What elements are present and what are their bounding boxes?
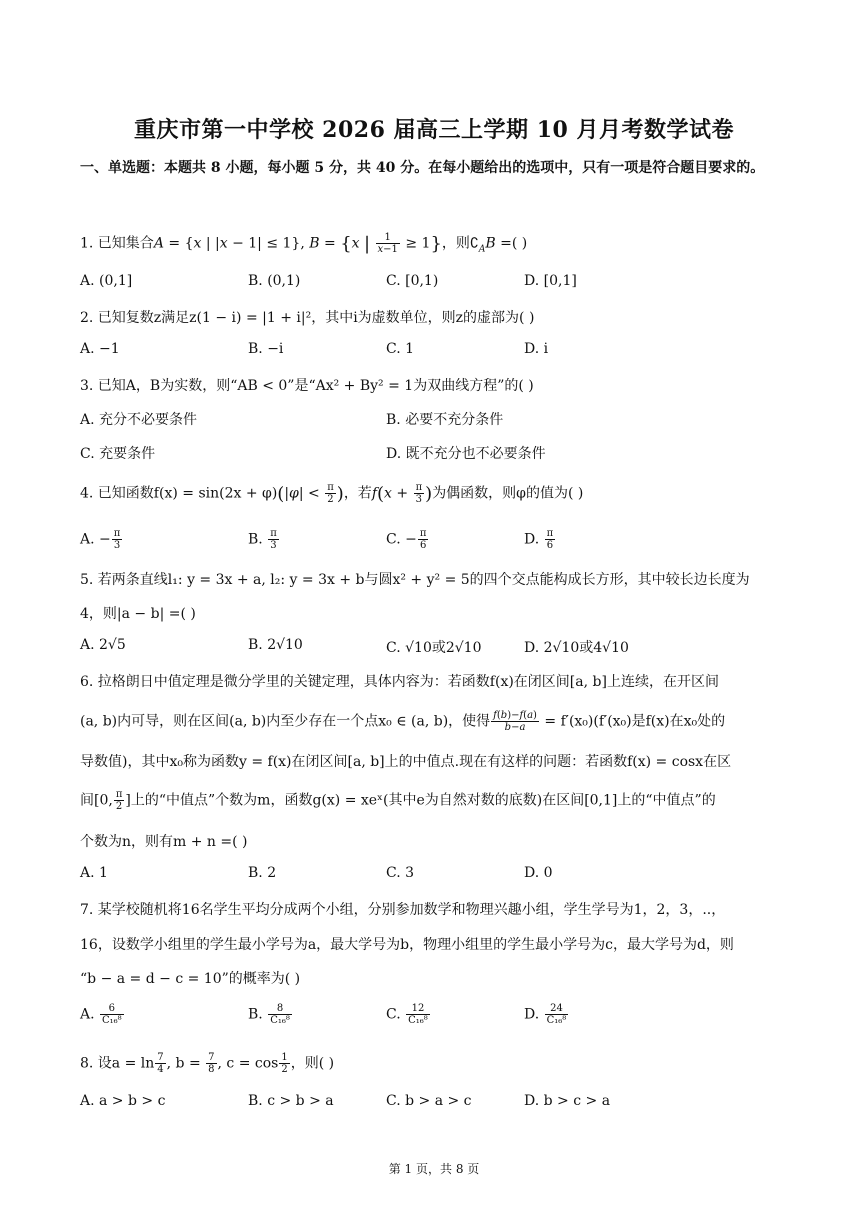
option-b[interactable]: B. 2√10	[248, 637, 303, 653]
question-7-line-3: “b − a = d − c = 10”的概率为( )	[80, 971, 301, 987]
option-c[interactable]: C. − $\frac{\pi}{6}$	[386, 528, 427, 551]
page-footer: 第 1 页，共 8 页	[388, 1162, 480, 1176]
question-6-line-1: 6. 拉格朗日中值定理是微分学里的关键定理，具体内容为：若函数f(x)在闭区间[a, b]上连续，在开区间	[80, 674, 719, 690]
option-b[interactable]: B. $\frac{\pi}{3}$	[248, 528, 277, 551]
question-1-options	[80, 273, 792, 295]
question-7-line-1: 7. 某学校随机将16名学生平均分成两个小组，分别参加数学和物理兴趣小组，学生学号为1，2，3，..，	[80, 902, 726, 918]
option-a[interactable]: A. 1	[80, 865, 108, 881]
option-d[interactable]: D. 0	[524, 865, 553, 881]
option-b[interactable]: B. $\frac{8}{\text{C₁₆⁸}}$	[248, 1003, 290, 1026]
option-a[interactable]: A. − $\frac{\pi}{3}$	[80, 528, 121, 551]
question-7-line-2: 16，设数学小组里的学生最小学号为a，最大学号为b，物理小组里的学生最小学号为c，最大学号为d，则	[80, 937, 734, 953]
page-title: 重庆市第一中学校 2026 届高三上学期 10 月月考数学试卷	[134, 117, 734, 143]
option-a[interactable]: A. (0,1]	[80, 273, 133, 289]
question-6-options	[80, 865, 792, 887]
option-a[interactable]: A. −1	[80, 341, 120, 357]
option-b[interactable]: B. c > b > a	[248, 1093, 334, 1109]
option-b[interactable]: B. (0,1)	[248, 273, 301, 289]
question-8-options	[80, 1093, 792, 1115]
option-d[interactable]: D. 2√10或4√10	[524, 640, 629, 656]
option-a[interactable]: A. 充分不必要条件	[80, 412, 198, 428]
option-b[interactable]: B. 2	[248, 865, 277, 881]
question-5-line-1: 5. 若两条直线l₁: y = 3x + a, l₂: y = 3x + b与圆x² + y² = 5的四个交点能构成长方形，其中较长边长度为	[80, 572, 750, 588]
option-d[interactable]: D. 既不充分也不必要条件	[386, 446, 546, 462]
question-6-line-5: 个数为n，则有m + n =( )	[80, 834, 248, 850]
option-c[interactable]: C. $\frac{12}{\text{C₁₆⁸}}$	[386, 1003, 428, 1026]
option-d[interactable]: D. $\frac{\pi}{6}$	[524, 528, 554, 551]
option-c[interactable]: C. 3	[386, 865, 415, 881]
question-2-options	[80, 341, 792, 363]
option-a[interactable]: A. a > b > c	[80, 1093, 166, 1109]
option-d[interactable]: D. [0,1]	[524, 273, 577, 289]
option-d[interactable]: D. i	[524, 341, 549, 357]
option-c[interactable]: C. [0,1)	[386, 273, 439, 289]
question-4: 4. 已知函数f(x) = sin(2x + φ)(|φ| < $\frac{\pi}{2}$ )，若f(x + $\frac{\pi}{3}$ )为偶函数，则φ的值为( )	[80, 482, 584, 505]
option-b[interactable]: B. 必要不充分条件	[386, 412, 504, 428]
option-b[interactable]: B. −i	[248, 341, 284, 357]
question-6-line-4: 间[0, $\frac{\pi}{2}$ ]上的“中值点”个数为m，函数g(x) = xeˣ(其中e为自然对数的底数)在区间[0,1]上的“中值点”的	[80, 789, 716, 812]
option-c[interactable]: C. b > a > c	[386, 1093, 472, 1109]
option-c[interactable]: C. 1	[386, 341, 415, 357]
question-5-line-2: 4，则|a − b| =( )	[80, 606, 196, 622]
question-6-line-3: 导数值)，其中x₀称为函数y = f(x)在闭区间[a, b]上的中值点.现在有这样的问题：若函数f(x) = cosx在区	[80, 754, 732, 770]
question-5-options	[80, 637, 792, 659]
question-4-options	[80, 528, 792, 550]
question-3: 3. 已知A，B为实数，则“AB < 0”是“Ax² + By² = 1为双曲线方程”的( )	[80, 378, 534, 394]
option-d[interactable]: D. b > c > a	[524, 1093, 611, 1109]
question-8: 8. 设a = ln $\frac{7}{4}$ , b = $\frac{7}{8}$ , c = cos $\frac{1}{2}$ ，则( )	[80, 1052, 335, 1075]
question-3-options-row1	[80, 409, 792, 431]
option-c[interactable]: C. √10或2√10	[386, 640, 482, 656]
question-6-line-2: (a, b)内可导，则在区间(a, b)内至少存在一个点x₀ ∈ (a, b)，使得 $\frac{f(b)-f(a)}{b-a}$ = f′(x₀)(f′(x₀)是f(x)在x₀处的	[80, 710, 726, 733]
question-3-options-row2	[80, 443, 792, 465]
section-heading: 一、单选题：本题共 8 小题，每小题 5 分，共 40 分。在每小题给出的选项中，只有一项是符合题目要求的。	[80, 160, 765, 176]
question-7-options	[80, 1003, 792, 1033]
option-d[interactable]: D. $\frac{24}{\text{C₁₆⁸}}$	[524, 1003, 567, 1026]
question-1: 1. 已知集合A = {x | |x − 1| ≤ 1}, B = {x | $\frac{1}{x-1}$ ≥ 1}，则$∁_AB$ =( )	[80, 232, 528, 255]
option-a[interactable]: A. 2√5	[80, 637, 126, 653]
option-a[interactable]: A. $\frac{6}{\text{C₁₆⁸}}$	[80, 1003, 122, 1026]
option-c[interactable]: C. 充要条件	[80, 446, 156, 462]
question-2: 2. 已知复数z满足z(1 − i) = |1 + i|²，其中i为虚数单位，则z的虚部为( )	[80, 310, 535, 326]
